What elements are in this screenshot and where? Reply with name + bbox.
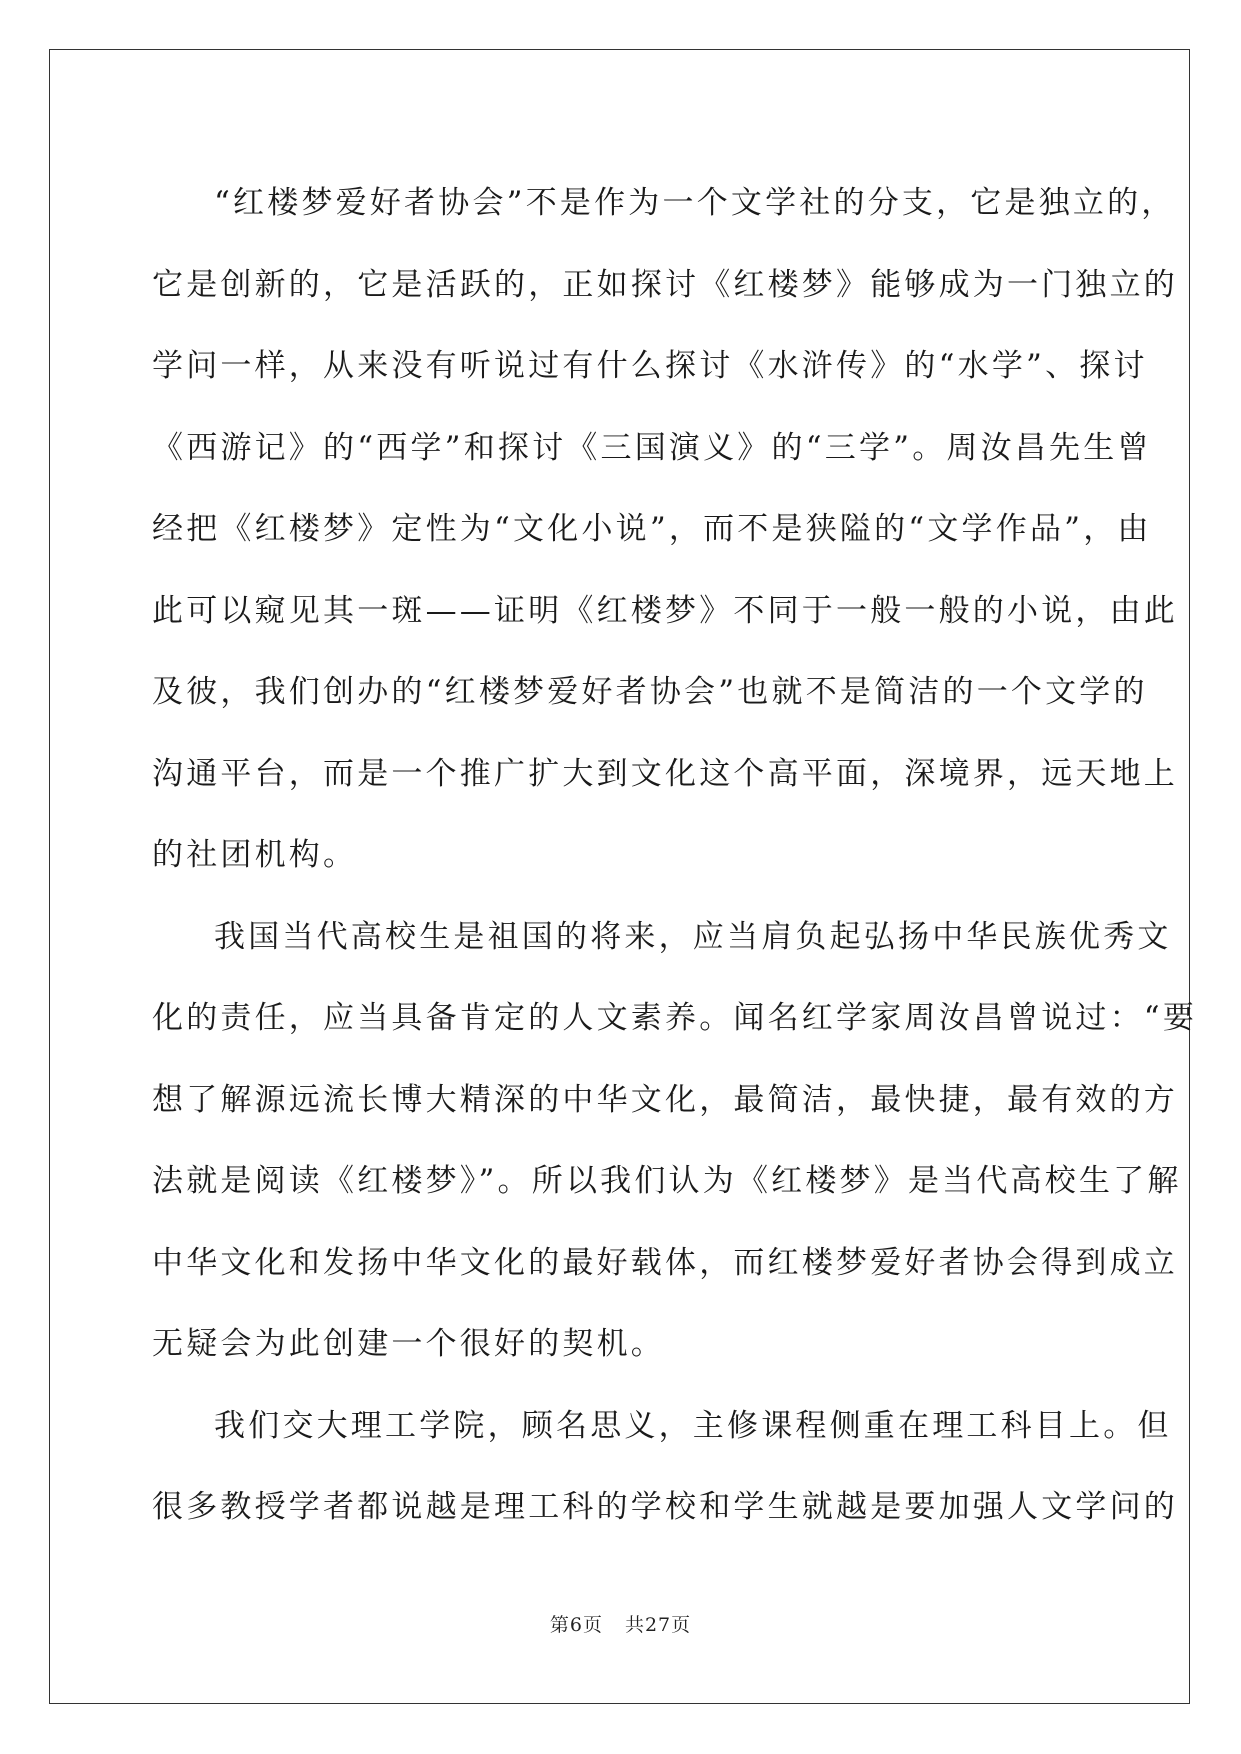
page-number: 第6页 (549, 1614, 603, 1636)
document-body (152, 178, 1198, 1564)
page-total: 共27页 (624, 1614, 692, 1636)
paragraph-2-line-3: 想了解源远流长博大精深的中华文化，最简洁，最快捷，最有效的方 (152, 1081, 1178, 1118)
paragraph-1-line-2: 它是创新的，它是活跃的，正如探讨《红楼梦》能够成为一门独立的 (152, 266, 1178, 303)
paragraph-1-line-1: “红楼梦爱好者协会”不是作为一个文学社的分支，它是独立的， (214, 185, 1176, 221)
paragraph-2-line-2: 化的责任，应当具备肯定的人文素养。闻名红学家周汝昌曾说过：“要 (152, 1000, 1198, 1036)
paragraph-2-line-5: 中华文化和发扬中华文化的最好载体，而红楼梦爱好者协会得到成立 (152, 1244, 1178, 1281)
paragraph-3-line-1: 我们交大理工学院，顾名思义，主修课程侧重在理工科目上。但 (214, 1407, 1172, 1444)
paragraph-1-line-8: 沟通平台，而是一个推广扩大到文化这个高平面，深境界，远天地上 (152, 755, 1178, 792)
paragraph-1-line-4: 《西游记》的“西学”和探讨《三国演义》的“三学”。周汝昌先生曾 (152, 429, 1152, 466)
paragraph-1-line-6: 此可以窥见其一斑——证明《红楼梦》不同于一般一般的小说，由此 (152, 592, 1178, 629)
paragraph-2-line-4: 法就是阅读《红楼梦》”。所以我们认为《红楼梦》是当代高校生了解 (152, 1163, 1182, 1199)
paragraph-2-line-6: 无疑会为此创建一个很好的契机。 (152, 1326, 665, 1362)
paragraph-1-line-7: 及彼，我们创办的“红楼梦爱好者协会”也就不是简洁的一个文学的 (152, 674, 1148, 710)
paragraph-2-line-1: 我国当代高校生是祖国的将来，应当肩负起弘扬中华民族优秀文 (214, 918, 1172, 955)
paragraph-1-line-5: 经把《红楼梦》定性为“文化小说”，而不是狭隘的“文学作品”，由 (152, 511, 1152, 547)
page-footer (0, 1610, 1241, 1637)
paragraph-3-line-2: 很多教授学者都说越是理工科的学校和学生就越是要加强人文学问的 (152, 1489, 1178, 1525)
paragraph-1-line-9: 的社团机构。 (152, 837, 358, 873)
paragraph-1-line-3: 学问一样，从来没有听说过有什么探讨《水浒传》的“水学”、探讨 (152, 348, 1148, 384)
